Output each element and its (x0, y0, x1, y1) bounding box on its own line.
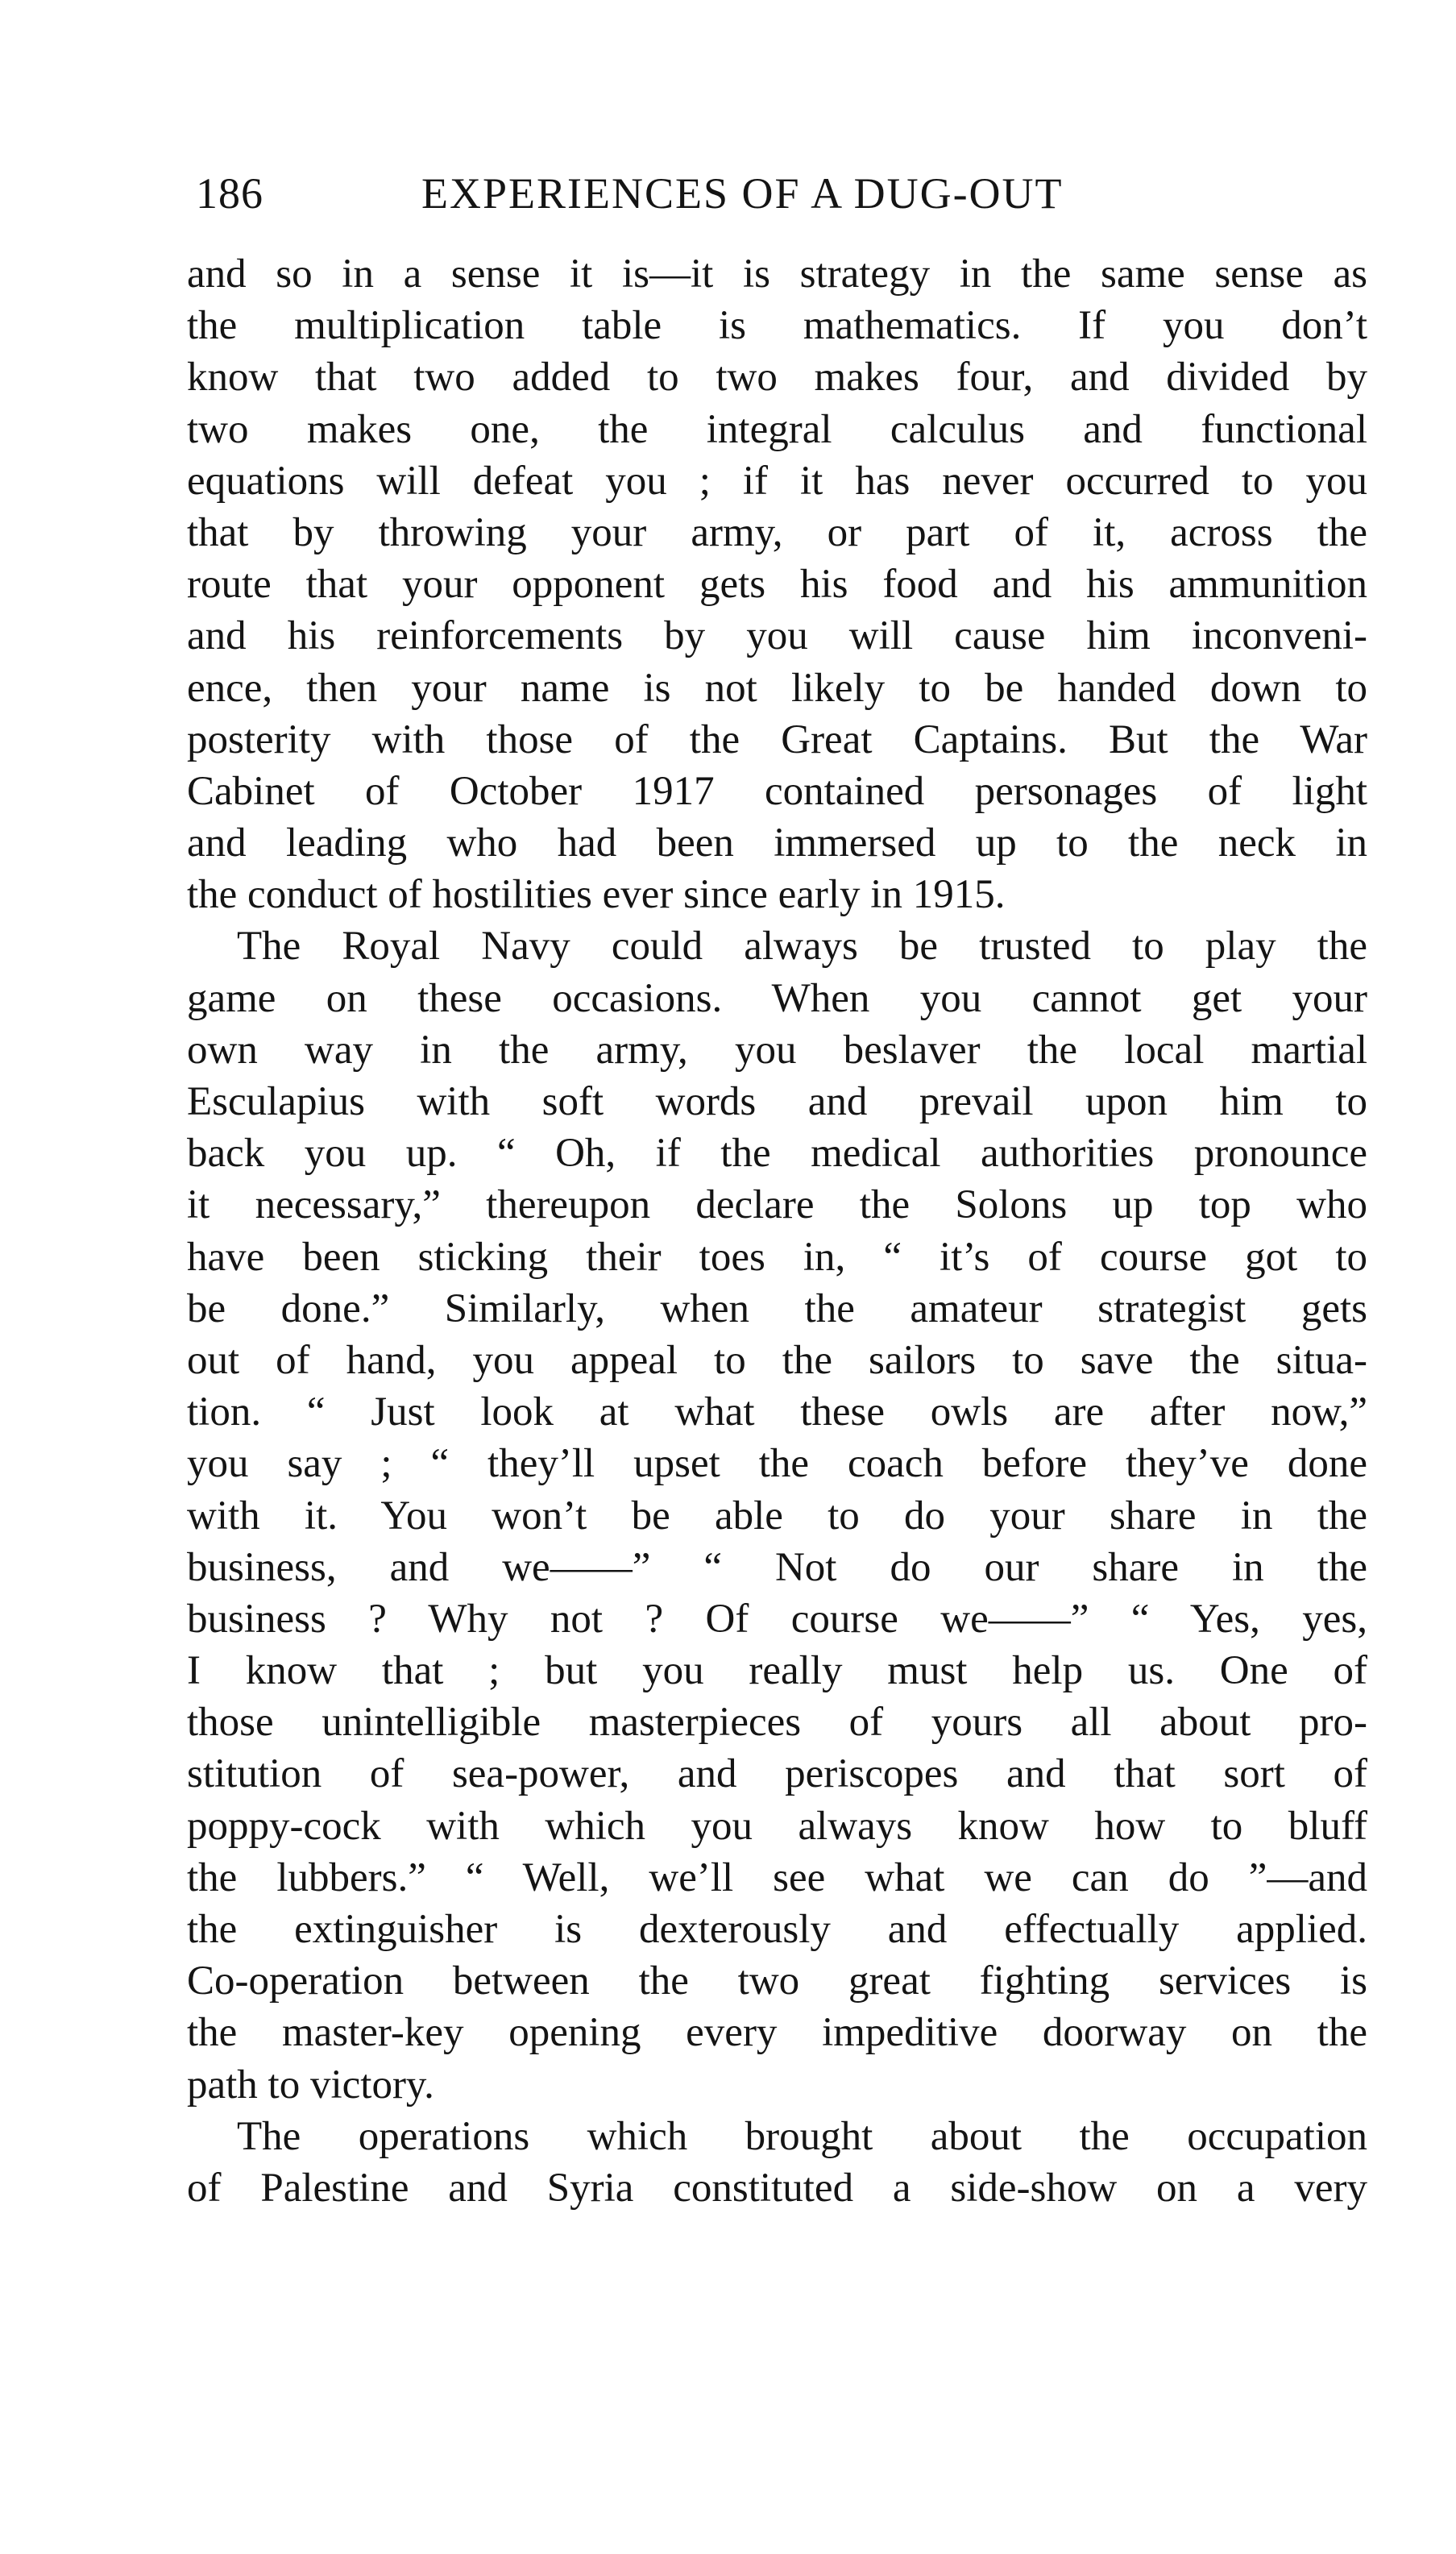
text-line: business, and we——” “ Not do our share in the (187, 1544, 1367, 1590)
text-line: Cabinet of October 1917 contained personages of light (187, 768, 1367, 814)
text-line: poppy-cock with which you always know how to bluff (187, 1803, 1367, 1849)
text-line: route that your opponent gets his food and his ammunition (187, 562, 1367, 608)
text-line: business ? Why not ? Of course we——” “ Yes, yes, (187, 1596, 1367, 1642)
text-line: the conduct of hostilities ever since early in 1915. (187, 872, 1006, 918)
text-line: back you up. “ Oh, if the medical authorities pronounce (187, 1131, 1367, 1177)
text-line: posterity with those of the Great Captains. But the War (187, 716, 1367, 762)
text-line: The Royal Navy could always be trusted to play the (237, 924, 1367, 970)
text-line: equations will defeat you ; if it has never occurred to you (187, 458, 1367, 504)
text-line: and his reinforcements by you will cause him inconveni- (187, 613, 1367, 659)
text-line: the master-key opening every impeditive doorway on the (187, 2010, 1367, 2056)
text-line: those unintelligible masterpieces of yours all about pro- (187, 1700, 1367, 1746)
text-line: and so in a sense it is—it is strategy in the same sense as (187, 251, 1367, 297)
text-line: Esculapius with soft words and prevail upon him to (187, 1079, 1367, 1124)
text-line: out of hand, you appeal to the sailors to save the situa- (187, 1337, 1367, 1383)
text-line: you say ; “ they’ll upset the coach before they’ve done (187, 1441, 1367, 1487)
body-text (187, 248, 1367, 2214)
text-line: ence, then your name is not likely to be handed down to (187, 665, 1367, 711)
text-line: with it. You won’t be able to do your share in the (187, 1493, 1367, 1539)
text-line: be done.” Similarly, when the amateur strategist gets (187, 1285, 1367, 1331)
text-line: the multiplication table is mathematics. If you don’t (187, 303, 1367, 349)
text-line: know that two added to two makes four, and divided by (187, 355, 1367, 401)
running-title: EXPERIENCES OF A DUG-OUT (421, 169, 1064, 218)
text-line: The operations which brought about the occupation (237, 2113, 1367, 2159)
text-line: game on these occasions. When you cannot get your (187, 975, 1367, 1021)
text-line: it necessary,” thereupon declare the Solons up top who (187, 1182, 1367, 1228)
text-line: the lubbers.” “ Well, we’ll see what we can do ”—and (187, 1854, 1367, 1900)
text-line: tion. “ Just look at what these owls are after now,” (187, 1389, 1367, 1435)
text-line: Co-operation between the two great fighting services is (187, 1958, 1367, 2004)
text-line: two makes one, the integral calculus and functional (187, 406, 1367, 452)
text-line: of Palestine and Syria constituted a side-show on a very (187, 2165, 1367, 2211)
text-line: stitution of sea-power, and periscopes and that sort of (187, 1751, 1367, 1797)
text-line: own way in the army, you beslaver the local martial (187, 1027, 1367, 1073)
page-number: 186 (196, 169, 263, 218)
text-line: that by throwing your army, or part of it, across the (187, 509, 1367, 555)
text-line: have been sticking their toes in, “ it’s of course got to (187, 1234, 1367, 1280)
text-line: I know that ; but you really must help us. One of (187, 1648, 1367, 1694)
page-header (196, 161, 1356, 226)
text-line: path to victory. (187, 2062, 434, 2108)
text-line: the extinguisher is dexterously and effectually applied. (187, 1907, 1367, 1952)
text-line: and leading who had been immersed up to the neck in (187, 820, 1367, 866)
